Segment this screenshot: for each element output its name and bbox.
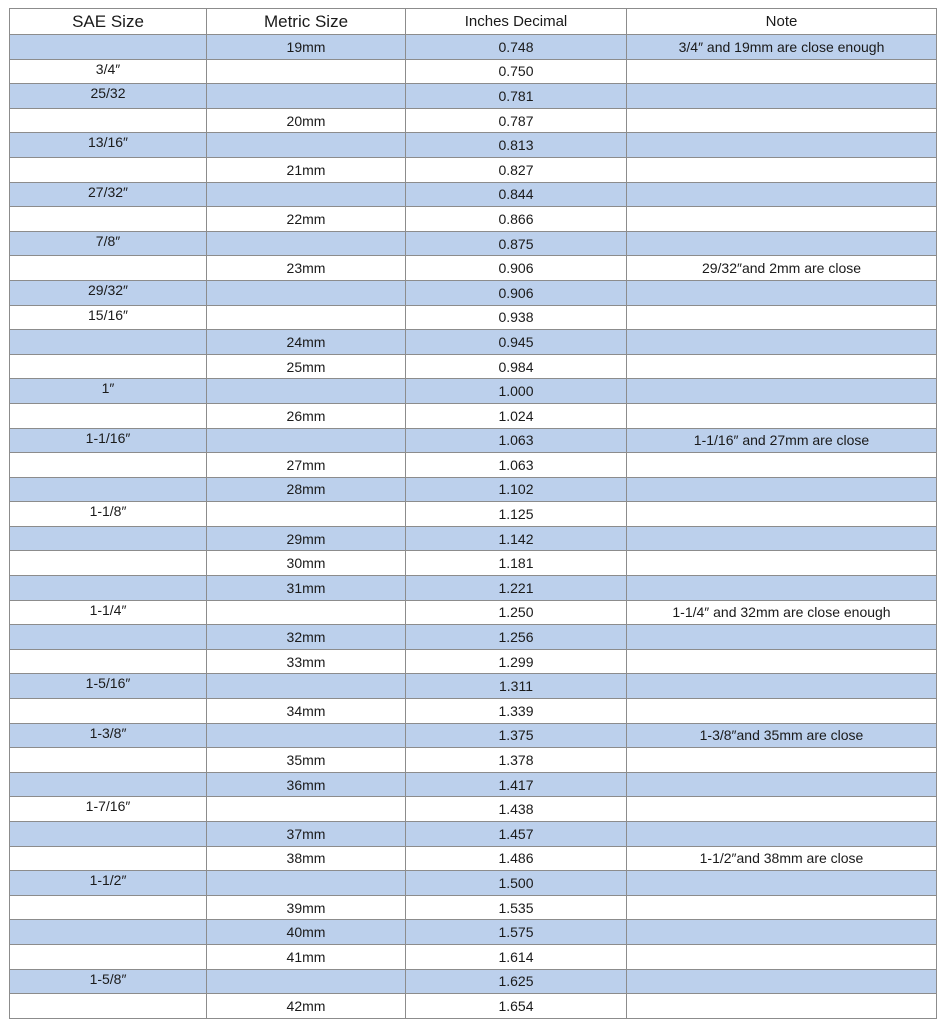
note-cell xyxy=(627,994,937,1019)
note-cell xyxy=(627,207,937,232)
note-cell xyxy=(627,84,937,109)
inches-decimal-cell: 1.339 xyxy=(406,699,627,724)
metric-size-cell: 28mm xyxy=(207,477,406,502)
note-cell xyxy=(627,477,937,502)
metric-size-cell: 22mm xyxy=(207,207,406,232)
sae-size-cell xyxy=(10,551,207,576)
metric-size-cell xyxy=(207,797,406,822)
metric-size-cell xyxy=(207,84,406,109)
metric-size-cell: 34mm xyxy=(207,699,406,724)
metric-size-cell: 24mm xyxy=(207,330,406,355)
header-sae-size: SAE Size xyxy=(10,9,207,35)
inches-decimal-cell: 1.535 xyxy=(406,895,627,920)
table-row xyxy=(10,846,937,871)
sae-size-cell: 1-5/8″ xyxy=(10,969,207,994)
table-row xyxy=(10,920,937,945)
note-cell xyxy=(627,157,937,182)
note-cell: 1-1/16″ and 27mm are close xyxy=(627,428,937,453)
metric-size-cell xyxy=(207,428,406,453)
metric-size-cell: 41mm xyxy=(207,944,406,969)
sae-size-cell: 1-1/4″ xyxy=(10,600,207,625)
table-row xyxy=(10,256,937,281)
table-row xyxy=(10,157,937,182)
inches-decimal-cell: 1.299 xyxy=(406,649,627,674)
note-cell xyxy=(627,502,937,527)
sae-size-cell xyxy=(10,477,207,502)
table-row xyxy=(10,576,937,601)
note-cell xyxy=(627,231,937,256)
metric-size-cell: 23mm xyxy=(207,256,406,281)
note-cell xyxy=(627,920,937,945)
sae-size-cell xyxy=(10,330,207,355)
inches-decimal-cell: 0.750 xyxy=(406,59,627,84)
table-row xyxy=(10,280,937,305)
metric-size-cell: 27mm xyxy=(207,453,406,478)
sae-size-cell xyxy=(10,748,207,773)
inches-decimal-cell: 1.417 xyxy=(406,772,627,797)
conversion-table xyxy=(9,8,937,1019)
metric-size-cell: 19mm xyxy=(207,35,406,60)
inches-decimal-cell: 1.457 xyxy=(406,822,627,847)
sae-size-cell xyxy=(10,822,207,847)
inches-decimal-cell: 0.844 xyxy=(406,182,627,207)
sae-size-cell: 13/16″ xyxy=(10,133,207,158)
metric-size-cell: 30mm xyxy=(207,551,406,576)
note-cell xyxy=(627,625,937,650)
table-row xyxy=(10,674,937,699)
metric-size-cell: 38mm xyxy=(207,846,406,871)
note-cell xyxy=(627,133,937,158)
metric-size-cell: 29mm xyxy=(207,526,406,551)
inches-decimal-cell: 1.625 xyxy=(406,969,627,994)
inches-decimal-cell: 0.945 xyxy=(406,330,627,355)
inches-decimal-cell: 1.575 xyxy=(406,920,627,945)
metric-size-cell: 36mm xyxy=(207,772,406,797)
metric-size-cell xyxy=(207,502,406,527)
sae-size-cell: 1-7/16″ xyxy=(10,797,207,822)
table-row xyxy=(10,59,937,84)
header-metric-size: Metric Size xyxy=(207,9,406,35)
sae-size-cell xyxy=(10,649,207,674)
metric-size-cell: 21mm xyxy=(207,157,406,182)
note-cell xyxy=(627,182,937,207)
table-row xyxy=(10,453,937,478)
sae-size-cell: 1″ xyxy=(10,379,207,404)
metric-size-cell: 37mm xyxy=(207,822,406,847)
note-cell xyxy=(627,895,937,920)
inches-decimal-cell: 0.906 xyxy=(406,280,627,305)
inches-decimal-cell: 0.827 xyxy=(406,157,627,182)
sae-size-cell xyxy=(10,699,207,724)
metric-size-cell xyxy=(207,280,406,305)
table-row xyxy=(10,625,937,650)
note-cell xyxy=(627,699,937,724)
sae-size-cell xyxy=(10,526,207,551)
sae-size-cell xyxy=(10,157,207,182)
note-cell xyxy=(627,944,937,969)
note-cell xyxy=(627,822,937,847)
inches-decimal-cell: 0.866 xyxy=(406,207,627,232)
sae-size-cell: 29/32″ xyxy=(10,280,207,305)
table-row xyxy=(10,428,937,453)
header-inches-decimal: Inches Decimal xyxy=(406,9,627,35)
note-cell xyxy=(627,649,937,674)
sae-size-cell xyxy=(10,35,207,60)
inches-decimal-cell: 1.250 xyxy=(406,600,627,625)
table-row xyxy=(10,182,937,207)
sae-size-cell: 1-3/8″ xyxy=(10,723,207,748)
table-row xyxy=(10,354,937,379)
table-row xyxy=(10,797,937,822)
inches-decimal-cell: 0.906 xyxy=(406,256,627,281)
metric-size-cell: 31mm xyxy=(207,576,406,601)
table-row xyxy=(10,822,937,847)
metric-size-cell xyxy=(207,674,406,699)
sae-size-cell xyxy=(10,920,207,945)
table-row xyxy=(10,330,937,355)
note-cell xyxy=(627,403,937,428)
metric-size-cell: 20mm xyxy=(207,108,406,133)
table-row xyxy=(10,551,937,576)
sae-size-cell: 3/4″ xyxy=(10,59,207,84)
metric-size-cell xyxy=(207,305,406,330)
metric-size-cell xyxy=(207,871,406,896)
note-cell xyxy=(627,674,937,699)
sae-size-cell: 1-5/16″ xyxy=(10,674,207,699)
sae-size-cell xyxy=(10,895,207,920)
table-row xyxy=(10,994,937,1019)
table-row xyxy=(10,133,937,158)
table-row xyxy=(10,748,937,773)
inches-decimal-cell: 1.654 xyxy=(406,994,627,1019)
inches-decimal-cell: 1.125 xyxy=(406,502,627,527)
note-cell xyxy=(627,453,937,478)
table-row xyxy=(10,84,937,109)
inches-decimal-cell: 1.142 xyxy=(406,526,627,551)
note-cell xyxy=(627,772,937,797)
table-row xyxy=(10,526,937,551)
table-row xyxy=(10,108,937,133)
table-body xyxy=(10,35,937,1019)
sae-size-cell: 7/8″ xyxy=(10,231,207,256)
table-row xyxy=(10,403,937,428)
sae-size-cell: 25/32 xyxy=(10,84,207,109)
note-cell xyxy=(627,797,937,822)
note-cell xyxy=(627,280,937,305)
sae-size-cell: 1-1/2″ xyxy=(10,871,207,896)
inches-decimal-cell: 1.378 xyxy=(406,748,627,773)
note-cell xyxy=(627,871,937,896)
sae-size-cell xyxy=(10,403,207,428)
table-row xyxy=(10,305,937,330)
sae-size-cell: 15/16″ xyxy=(10,305,207,330)
note-cell xyxy=(627,526,937,551)
note-cell: 29/32″and 2mm are close xyxy=(627,256,937,281)
inches-decimal-cell: 0.813 xyxy=(406,133,627,158)
inches-decimal-cell: 1.486 xyxy=(406,846,627,871)
inches-decimal-cell: 1.221 xyxy=(406,576,627,601)
inches-decimal-cell: 0.984 xyxy=(406,354,627,379)
table-row xyxy=(10,699,937,724)
metric-size-cell xyxy=(207,231,406,256)
table-row xyxy=(10,723,937,748)
inches-decimal-cell: 1.500 xyxy=(406,871,627,896)
note-cell: 3/4″ and 19mm are close enough xyxy=(627,35,937,60)
metric-size-cell xyxy=(207,723,406,748)
metric-size-cell: 35mm xyxy=(207,748,406,773)
metric-size-cell: 39mm xyxy=(207,895,406,920)
header-row xyxy=(10,9,937,35)
metric-size-cell xyxy=(207,182,406,207)
inches-decimal-cell: 1.000 xyxy=(406,379,627,404)
table-row xyxy=(10,477,937,502)
inches-decimal-cell: 0.938 xyxy=(406,305,627,330)
sae-size-cell xyxy=(10,994,207,1019)
table-row xyxy=(10,600,937,625)
metric-size-cell xyxy=(207,133,406,158)
inches-decimal-cell: 1.375 xyxy=(406,723,627,748)
table-row xyxy=(10,871,937,896)
inches-decimal-cell: 1.614 xyxy=(406,944,627,969)
inches-decimal-cell: 1.438 xyxy=(406,797,627,822)
note-cell: 1-1/2″and 38mm are close xyxy=(627,846,937,871)
inches-decimal-cell: 0.875 xyxy=(406,231,627,256)
sae-size-cell xyxy=(10,354,207,379)
table-row xyxy=(10,379,937,404)
sae-size-cell xyxy=(10,108,207,133)
metric-size-cell: 42mm xyxy=(207,994,406,1019)
sae-size-cell xyxy=(10,256,207,281)
sae-size-cell xyxy=(10,944,207,969)
sae-size-cell: 27/32″ xyxy=(10,182,207,207)
sae-size-cell: 1-1/8″ xyxy=(10,502,207,527)
inches-decimal-cell: 1.024 xyxy=(406,403,627,428)
inches-decimal-cell: 1.063 xyxy=(406,453,627,478)
table-row xyxy=(10,231,937,256)
sae-size-cell xyxy=(10,453,207,478)
metric-size-cell xyxy=(207,59,406,84)
inches-decimal-cell: 1.181 xyxy=(406,551,627,576)
sae-size-cell xyxy=(10,207,207,232)
inches-decimal-cell: 1.063 xyxy=(406,428,627,453)
note-cell: 1-1/4″ and 32mm are close enough xyxy=(627,600,937,625)
metric-size-cell xyxy=(207,600,406,625)
note-cell xyxy=(627,748,937,773)
inches-decimal-cell: 0.781 xyxy=(406,84,627,109)
table-row xyxy=(10,969,937,994)
note-cell xyxy=(627,354,937,379)
sae-size-cell xyxy=(10,772,207,797)
inches-decimal-cell: 0.787 xyxy=(406,108,627,133)
note-cell xyxy=(627,305,937,330)
note-cell xyxy=(627,59,937,84)
metric-size-cell: 33mm xyxy=(207,649,406,674)
inches-decimal-cell: 0.748 xyxy=(406,35,627,60)
metric-size-cell xyxy=(207,379,406,404)
table-row xyxy=(10,944,937,969)
note-cell xyxy=(627,551,937,576)
note-cell xyxy=(627,576,937,601)
metric-size-cell: 26mm xyxy=(207,403,406,428)
sae-size-cell: 1-1/16″ xyxy=(10,428,207,453)
note-cell xyxy=(627,379,937,404)
sae-size-cell xyxy=(10,576,207,601)
metric-size-cell xyxy=(207,969,406,994)
metric-size-cell: 40mm xyxy=(207,920,406,945)
note-cell xyxy=(627,330,937,355)
table-row xyxy=(10,207,937,232)
table-row xyxy=(10,895,937,920)
note-cell: 1-3/8″and 35mm are close xyxy=(627,723,937,748)
note-cell xyxy=(627,969,937,994)
sae-size-cell xyxy=(10,846,207,871)
metric-size-cell: 32mm xyxy=(207,625,406,650)
inches-decimal-cell: 1.102 xyxy=(406,477,627,502)
header-note: Note xyxy=(627,9,937,35)
inches-decimal-cell: 1.311 xyxy=(406,674,627,699)
note-cell xyxy=(627,108,937,133)
table-row xyxy=(10,772,937,797)
metric-size-cell: 25mm xyxy=(207,354,406,379)
table-row xyxy=(10,502,937,527)
inches-decimal-cell: 1.256 xyxy=(406,625,627,650)
sae-size-cell xyxy=(10,625,207,650)
table-row xyxy=(10,35,937,60)
table-row xyxy=(10,649,937,674)
